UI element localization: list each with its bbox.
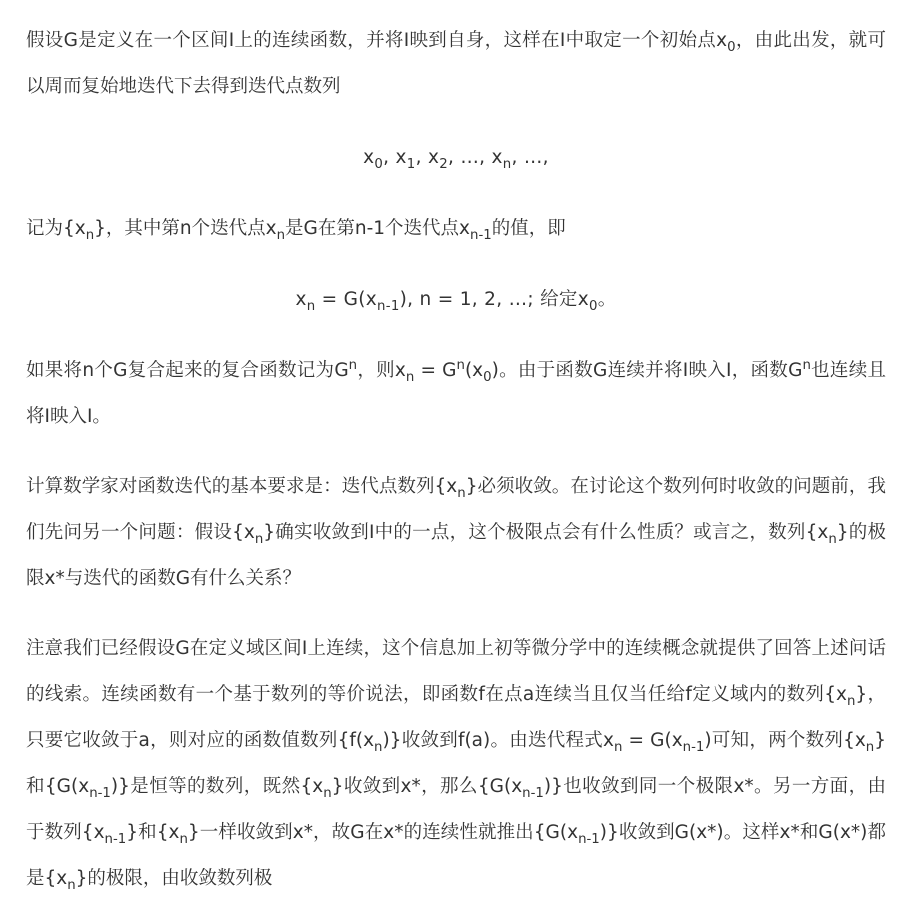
text-run: 假设G是定义在一个区间I上的连续函数，并将I映到自身，这样在I中取定一个初始点x <box>26 30 728 51</box>
paragraph-composite-function: 如果将n个G复合起来的复合函数记为$G^n$，则$x_n = G^n(x_0)$。由于函数G连续并将I映入I，函数$G^n$也连续且将I映入I。 <box>26 357 886 427</box>
paragraph-continuity-argument: 注意我们已经假设G在定义域区间I上连续，这个信息加上初等微分学中的连续概念就提供了回答上述问话的线索。连续函数有一个基于数列的等价说法，即函数f在点a连续当且仅当任给f定义域内的数列$\{x_n\}$，只要它收敛于a，则对应的函数值数列$\{f(x_n)\}$收敛到f(a)。由迭代程式$x_n = G(x_{n-1})$可知，两个数列$\{x_n\}$和$\{G(x_{n-1})\}$是恒等的数列，既然$\{x_n\}$收敛到x*，那么$\{G(x_{n-1})\}$也收敛到同一个极限x*。另一方面，由于数列$\{x_{n-1}\}$和$\{x_n\}$一样收敛到x*，故G在x*的连续性就推出$\{G(x_{n-1})\}$收敛到G(x*)。这样x*和G(x*)都是$\{x_n\}$的极限，由收敛数列极 <box>26 638 887 894</box>
paragraph-initial-point <box>26 18 886 110</box>
paragraph-convergence-question: 计算数学家对函数迭代的基本要求是：迭代点数列$\{x_n\}$必须收敛。在讨论这个数列何时收敛的问题前，我们先问另一个问题：假设$\{x_n\}$确实收敛到I中的一点，这个极限点会有什么性质？或言之，数列$\{x_n\}$的极限x*与迭代的函数G有什么关系？ <box>26 476 886 589</box>
formula-iteration: $x_n = G(x_{n-1})$, n = 1, 2, …; 给定$x_0$。 <box>295 289 617 315</box>
subscript: 0 <box>727 40 736 56</box>
formula-sequence: $x_0$, $x_1$, $x_2$, …, $x_n$, …, <box>363 147 549 173</box>
text-run: ，由此出发，就可以周而复始地迭代下去得到迭代点数列 <box>26 30 886 97</box>
paragraph-iteration-definition: 记为$\{x_n\}$，其中第n个迭代点$x_n$是G在第n-1个迭代点$x_{n-1}$的值，即 <box>26 218 566 244</box>
